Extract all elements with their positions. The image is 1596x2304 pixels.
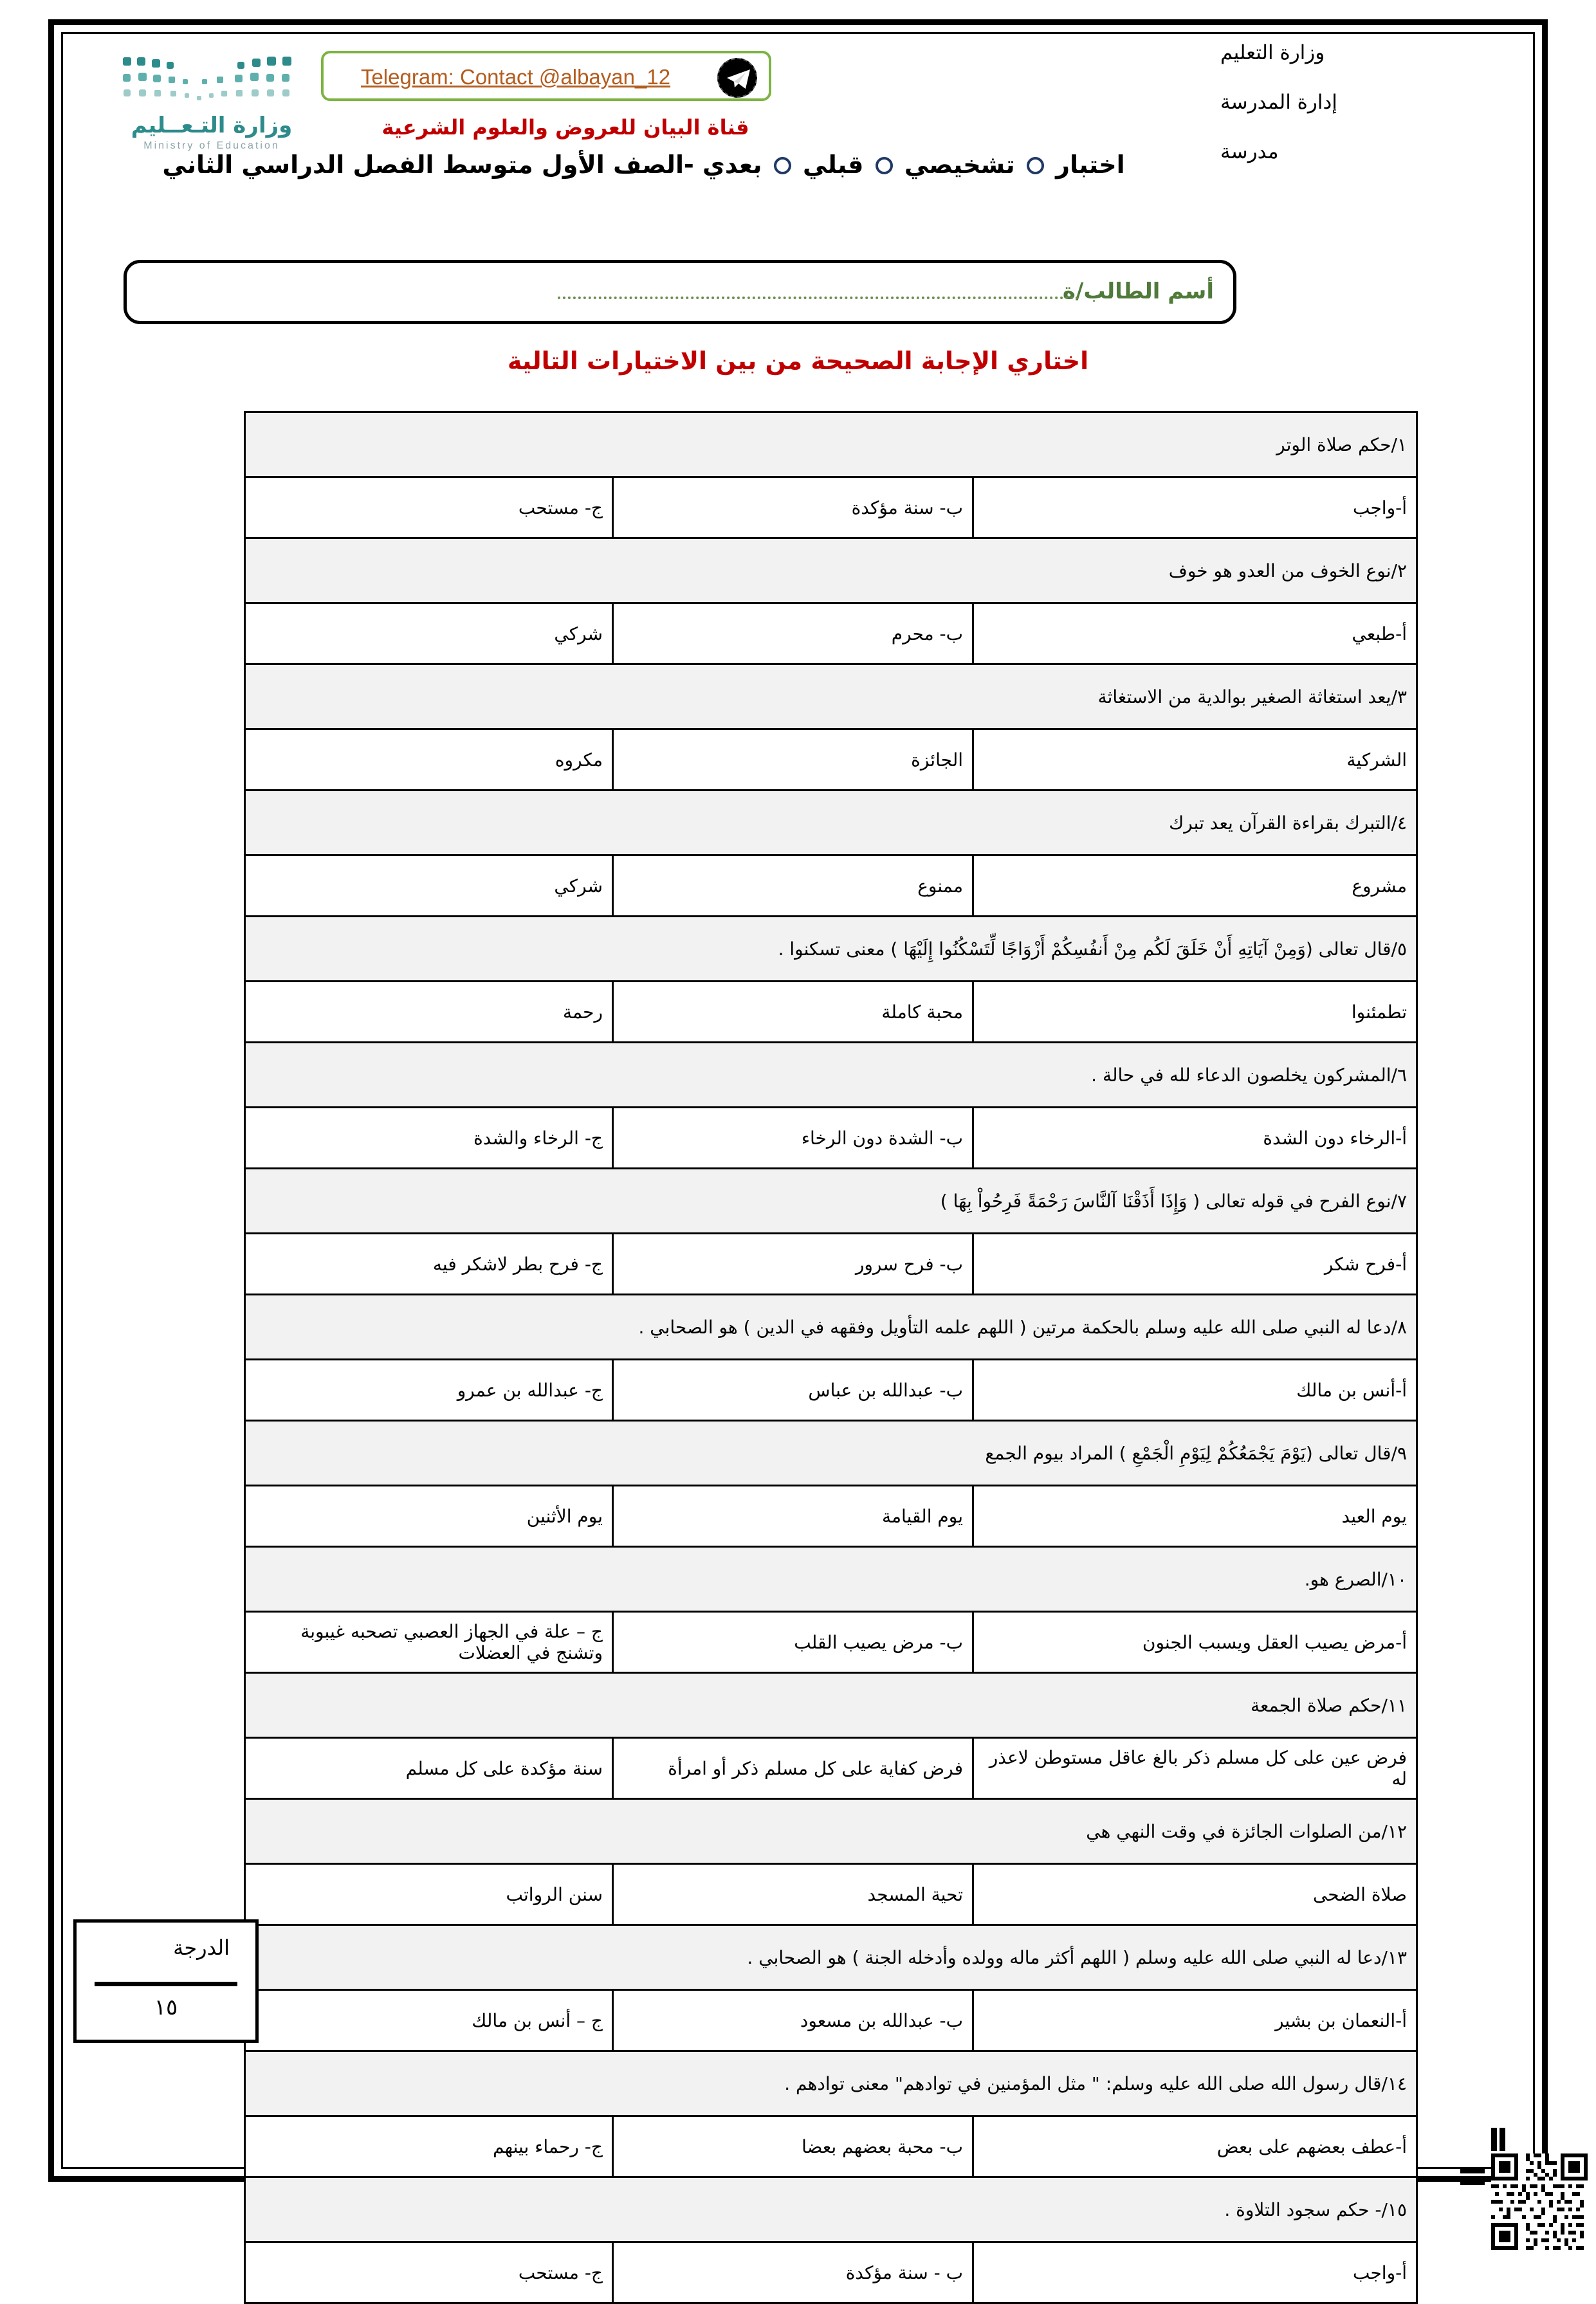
telegram-link-label[interactable]: Telegram: Contact @albayan_12: [360, 65, 671, 89]
answers-row: [245, 1990, 1417, 2051]
radio-circle-post[interactable]: [774, 157, 791, 174]
answer-option-a[interactable]: أ-واجب: [973, 477, 1417, 538]
answer-option-b[interactable]: ب- الشدة دون الرخاء: [613, 1108, 973, 1169]
question-text: ٢/نوع الخوف من العدو هو خوف: [245, 538, 1417, 603]
telegram-icon: [717, 58, 757, 98]
qr-top-marks: [1491, 2128, 1508, 2151]
exam-type-diagnostic: تشخيصي: [904, 151, 1015, 179]
answers-row: [245, 855, 1417, 917]
ministry-line-2: إدارة المدرسة: [1220, 91, 1337, 114]
answer-option-c[interactable]: مكروه: [245, 729, 613, 791]
answer-option-a[interactable]: فرض عين على كل مسلم ذكر بالغ عاقل مستوطن لاعذر له: [973, 1738, 1417, 1799]
answers-row: [245, 1738, 1417, 1799]
document-header: [54, 25, 1542, 218]
exam-type-pre: قبلي: [803, 151, 864, 179]
answer-option-b[interactable]: محبة كاملة: [613, 982, 973, 1043]
question-text: ١٥/- حكم سجود التلاوة .: [245, 2177, 1417, 2242]
answers-row: [245, 1486, 1417, 1547]
question-text: ٣/يعد استغاثة الصغير بوالدية من الاستغاثة: [245, 664, 1417, 729]
student-name-label: أسم الطالب/ة: [1062, 279, 1214, 304]
radio-circle-diagnostic[interactable]: [1027, 157, 1044, 174]
qr-code[interactable]: [1491, 2153, 1588, 2250]
question-text: ١٤/قال رسول الله صلى الله عليه وسلم: " مثل المؤمنين في توادهم" معنى توادهم .: [245, 2051, 1417, 2116]
question-row: [245, 1295, 1417, 1360]
question-text: ١٢/من الصلوات الجائزة في وقت النهي هي: [245, 1799, 1417, 1864]
answers-row: [245, 1612, 1417, 1673]
grade-total-value: ١٥: [154, 1995, 178, 2020]
answer-option-b[interactable]: الجائزة: [613, 729, 973, 791]
answers-row: [245, 2242, 1417, 2303]
answer-option-a[interactable]: صلاة الضحى: [973, 1864, 1417, 1925]
channel-name: قناة البيان للعروض والعلوم الشرعية: [381, 115, 749, 140]
answer-option-b[interactable]: ب- محرم: [613, 603, 973, 664]
answer-option-b[interactable]: ممنوع: [613, 855, 973, 917]
question-text: ٧/نوع الفرح في قوله تعالى ( وَإِذَا أَذَقْنَا آلنَّاسَ رَحْمَةً فَرِحُواْ بِهَا ): [245, 1169, 1417, 1234]
grade-label: الدرجة: [173, 1935, 230, 1960]
answer-option-c[interactable]: يوم الأثنين: [245, 1486, 613, 1547]
answers-row: [245, 603, 1417, 664]
ministry-header-block: [1182, 43, 1516, 192]
answer-option-a[interactable]: الشركية: [973, 729, 1417, 791]
question-row: [245, 1799, 1417, 1864]
question-row: [245, 917, 1417, 982]
answer-option-c[interactable]: ج- الرخاء والشدة: [245, 1108, 613, 1169]
question-row: [245, 1421, 1417, 1486]
question-row: [245, 1169, 1417, 1234]
answer-option-b[interactable]: ب- فرح سرور: [613, 1234, 973, 1295]
moe-logo-english: Ministry of Education: [143, 140, 280, 151]
question-text: ١/حكم صلاة الوتر: [245, 412, 1417, 477]
answer-option-b[interactable]: ب - سنة مؤكدة: [613, 2242, 973, 2303]
answer-option-a[interactable]: مشروع: [973, 855, 1417, 917]
radio-circle-pre[interactable]: [876, 157, 893, 174]
answer-option-a[interactable]: أ-أنس بن مالك: [973, 1360, 1417, 1421]
page-frame: [48, 19, 1548, 2283]
exam-title-word: اختبار: [1056, 151, 1125, 179]
answers-row: [245, 1360, 1417, 1421]
answer-option-a[interactable]: يوم العيد: [973, 1486, 1417, 1547]
answer-option-a[interactable]: أ-طبعي: [973, 603, 1417, 664]
answer-option-c[interactable]: سنن الرواتب: [245, 1864, 613, 1925]
grade-box: [73, 1919, 259, 2043]
answer-option-a[interactable]: تطمئنوا: [973, 982, 1417, 1043]
answer-option-c[interactable]: ج – علة في الجهاز العصبي تصحبه غيبوبة وتشنج في العضلات: [245, 1612, 613, 1673]
answer-option-c[interactable]: ج- مستحب: [245, 477, 613, 538]
grade-divider: [95, 1982, 237, 1986]
ministry-line-1: وزارة التعليم: [1220, 41, 1325, 64]
answer-option-c[interactable]: ج- رحماء بينهم: [245, 2116, 613, 2177]
question-row: [245, 2177, 1417, 2242]
answer-option-b[interactable]: ب- محبة بعضهم بعضا: [613, 2116, 973, 2177]
question-text: ١١/حكم صلاة الجمعة: [245, 1673, 1417, 1738]
question-row: [245, 791, 1417, 855]
answers-row: [245, 1108, 1417, 1169]
question-row: [245, 1547, 1417, 1612]
question-row: [245, 1925, 1417, 1990]
answer-option-c[interactable]: رحمة: [245, 982, 613, 1043]
question-row: [245, 2051, 1417, 2116]
moe-logo-mark: [105, 51, 318, 109]
question-text: ٦/المشركون يخلصون الدعاء لله في حالة .: [245, 1043, 1417, 1108]
question-text: ٥/قال تعالى (وَمِنْ آيَاتِهِ أَنْ خَلَقَ لَكُم مِنْ أَنفُسِكُمْ أَزْوَاجًا لِّتَسْكُنُوا إِلَيْهَا ) معنى تسكنوا .: [245, 917, 1417, 982]
answer-option-c[interactable]: ج- فرح بطر لاشكر فيه: [245, 1234, 613, 1295]
ministry-line-3: مدرسة: [1220, 140, 1279, 163]
answer-option-b[interactable]: ب- عبدالله بن عباس: [613, 1360, 973, 1421]
answer-option-b[interactable]: ب- عبدالله بن مسعود: [613, 1990, 973, 2051]
answer-option-a[interactable]: أ-مرض يصيب العقل ويسبب الجنون: [973, 1612, 1417, 1673]
answer-option-b[interactable]: تحية المسجد: [613, 1864, 973, 1925]
answer-option-c[interactable]: ج- عبدالله بن عمرو: [245, 1360, 613, 1421]
answer-option-b[interactable]: ب- سنة مؤكدة: [613, 477, 973, 538]
answer-option-a[interactable]: أ-واجب: [973, 2242, 1417, 2303]
question-text: ١٠/الصرع هو.: [245, 1547, 1417, 1612]
answers-row: [245, 1234, 1417, 1295]
telegram-banner[interactable]: [321, 51, 771, 101]
answer-option-c[interactable]: ج – أنس بن مالك: [245, 1990, 613, 2051]
ministry-logo: [77, 51, 347, 152]
answer-option-c[interactable]: شركي: [245, 603, 613, 664]
question-row: [245, 664, 1417, 729]
question-row: [245, 1673, 1417, 1738]
student-name-input-line[interactable]: [558, 297, 1079, 299]
question-row: [245, 412, 1417, 477]
answer-option-b[interactable]: يوم القيامة: [613, 1486, 973, 1547]
answers-row: [245, 1864, 1417, 1925]
answer-option-c[interactable]: سنة مؤكدة على كل مسلم: [245, 1738, 613, 1799]
question-text: ٤/التبرك بقراءة القرآن يعد تبرك: [245, 791, 1417, 855]
student-name-box[interactable]: [124, 260, 1236, 324]
question-row: [245, 1043, 1417, 1108]
answer-option-a[interactable]: أ-النعمان بن بشير: [973, 1990, 1417, 2051]
answers-row: [245, 729, 1417, 791]
question-text: ١٣/دعا له النبي صلى الله عليه وسلم ( اللهم أكثر ماله وولده وأدخله الجنة ) هو الصحابي .: [245, 1925, 1417, 1990]
answer-option-a[interactable]: أ-فرح شكر: [973, 1234, 1417, 1295]
qr-side-marks: [1460, 2169, 1485, 2185]
answer-option-a[interactable]: أ-الرخاء دون الشدة: [973, 1108, 1417, 1169]
moe-logo-arabic: وزارة التـعــليم: [131, 113, 293, 138]
answers-row: [245, 982, 1417, 1043]
exam-title: [80, 151, 1207, 179]
questions-table: [244, 411, 1418, 2304]
answer-option-c[interactable]: ج- مستحب: [245, 2242, 613, 2303]
question-text: ٩/قال تعالى (يَوْمَ يَجْمَعُكُمْ لِيَوْمِ الْجَمْعِ ) المراد بيوم الجمع: [245, 1421, 1417, 1486]
answers-row: [245, 2116, 1417, 2177]
instruction-text: اختاري الإجابة الصحيحة من بين الاختيارات التالية: [507, 347, 1089, 375]
answer-option-b[interactable]: فرض كفاية على كل مسلم ذكر أو امرأة: [613, 1738, 973, 1799]
questions-table-body: [245, 412, 1417, 2303]
question-row: [245, 538, 1417, 603]
answer-option-c[interactable]: شركي: [245, 855, 613, 917]
question-text: ٨/دعا له النبي صلى الله عليه وسلم بالحكمة مرتين ( اللهم علمه التأويل وفقهه في الدين ) هو الصحابي .: [245, 1295, 1417, 1360]
exam-type-post-and-grade: بعدي -الصف الأول متوسط الفصل الدراسي الثاني: [162, 151, 762, 179]
answer-option-a[interactable]: أ-عطف بعضهم على بعض: [973, 2116, 1417, 2177]
answer-option-b[interactable]: ب- مرض يصيب القلب: [613, 1612, 973, 1673]
answers-row: [245, 477, 1417, 538]
